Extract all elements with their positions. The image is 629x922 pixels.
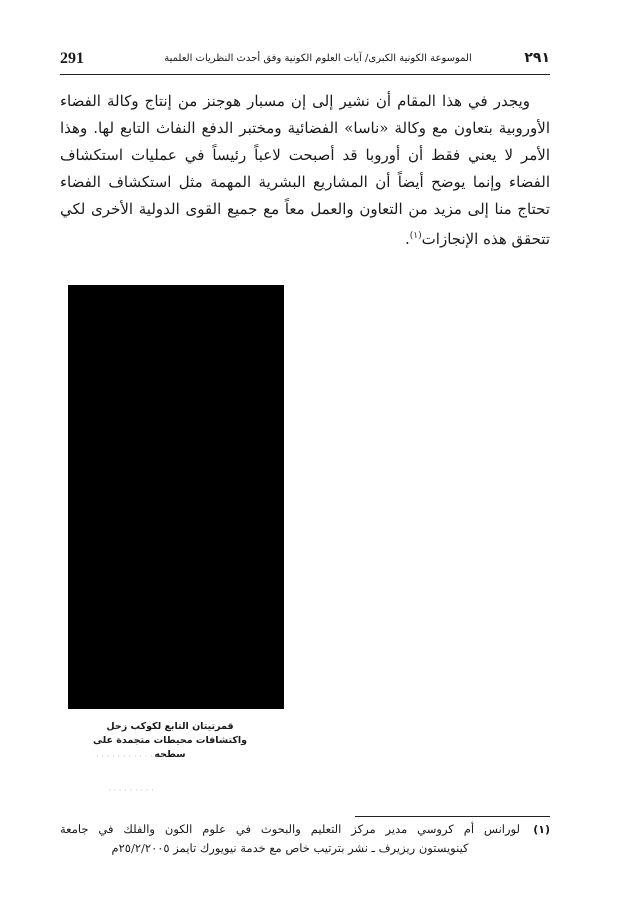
footnote-reference: (١) (409, 231, 422, 241)
paragraph-end-mark: . (405, 230, 410, 248)
body-paragraph-text: ويجدر في هذا المقام أن نشير إلى إن مسبار هوجنز من إنتاج وكالة الفضاء الأوروبية بتعاون مع وكالة «ناسا» الفضائية ومختبر الدفع النفاث التابع لها. وهذا الأمر لا يعني فقط أن أوروبا قد أصبحت لاعباً رئيساً في عمليات استكشاف الفضاء وإنما يوضح أيضاً أن المشاريع البشرية المهمة مثل استكشاف الفضاء تحتاج منا إلى مزيد من التعاون والعمل معاً مع جميع القوى الدولية الأخرى لكي تتحقق هذه الإنجازات (60, 92, 550, 248)
redacted-figure-image (68, 285, 284, 709)
body-paragraph (60, 88, 550, 253)
figure-caption-line-2: واكتشافات محيطات متجمدة على سطحه (92, 735, 248, 760)
footnote-separator (355, 816, 550, 817)
page-number-arabic: ٢٩١ (524, 50, 550, 66)
footnote (60, 820, 550, 858)
footnote-text (60, 820, 520, 858)
running-header (60, 48, 550, 75)
running-title: الموسوعة الكونية الكبرى/ آيات العلوم الكونية وفق أحدث النظريات العلمية (164, 53, 472, 64)
footnote-marker: (١) (533, 823, 550, 836)
footnote-line-1: لورانس أم كروسي مدير مركز التعليم والبحوث في علوم الكون والفلك في جامعة (60, 822, 520, 836)
faded-bleedthrough-text: · · · · · · · · · (108, 786, 154, 796)
page-number-latin: 291 (60, 50, 84, 67)
footnote-line-2: كينويستون ريزيرف ـ نشر بترتيب خاص مع خدمة نيويورك تايمز ٢٥/٢/٢٠٠٥م (111, 841, 469, 855)
faded-bleedthrough-text: · · · · · · · · · · · · · (96, 752, 164, 762)
figure-caption-line-1: قمرتيتان التابع لكوكب زحل (106, 721, 234, 732)
